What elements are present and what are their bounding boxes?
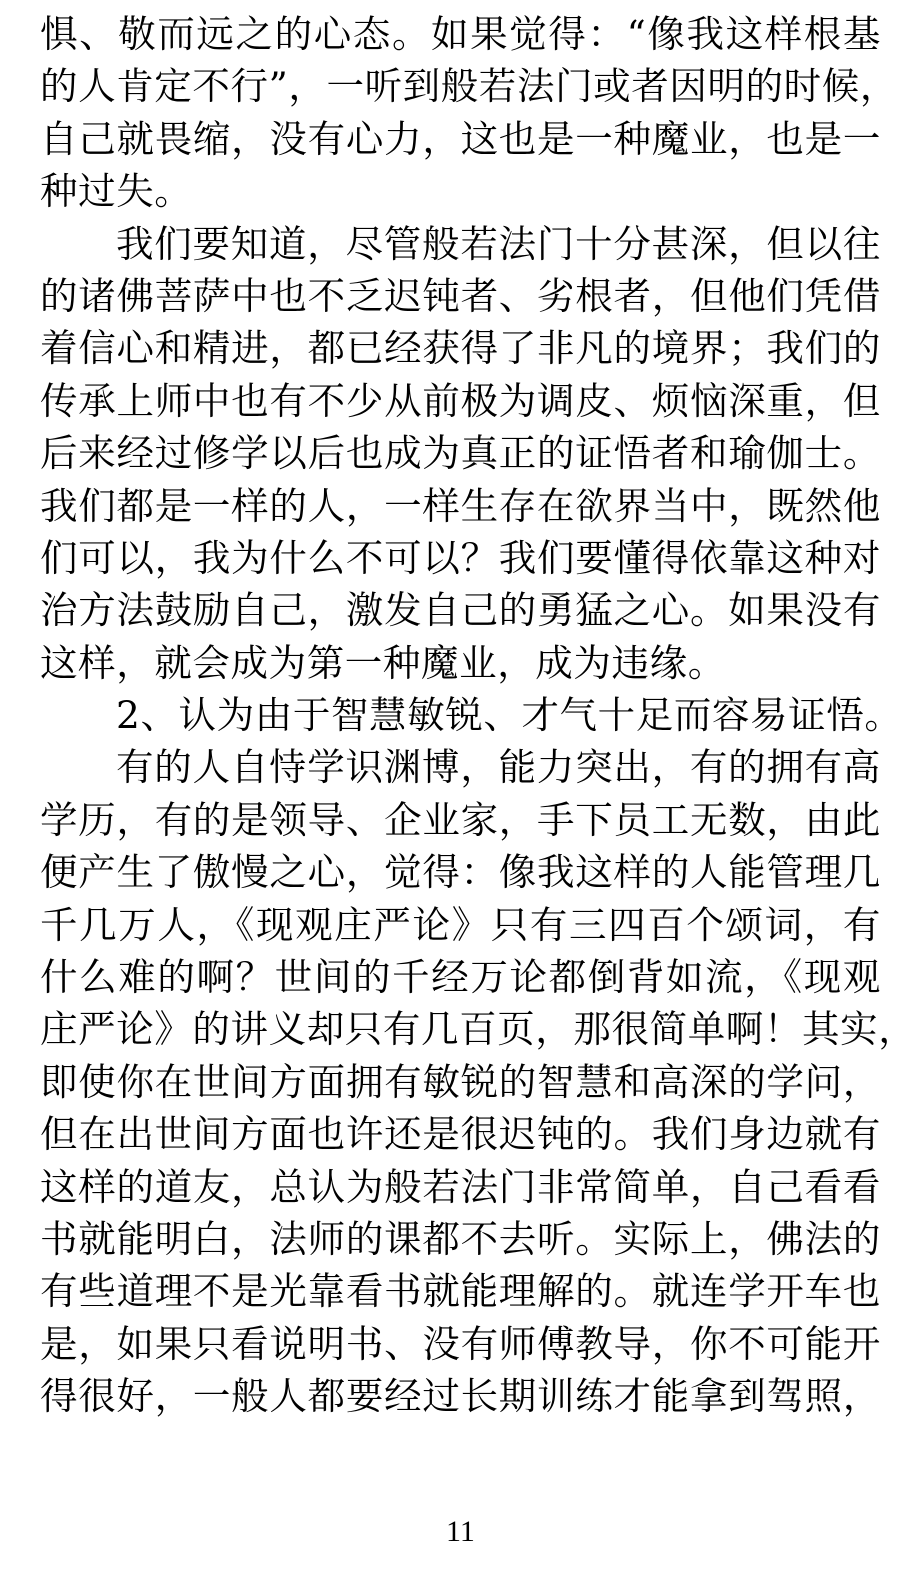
text-line: 我们都是一样的人，一样生存在欲界当中，既然他 bbox=[40, 483, 881, 528]
text-line: 种过失。 bbox=[40, 169, 193, 214]
text-line: 这样，就会成为第一种魔业，成为违缘。 bbox=[40, 640, 726, 685]
text-line: 我们要知道，尽管般若法门十分甚深，但以往 bbox=[116, 221, 881, 266]
paragraph-4 bbox=[40, 741, 917, 1422]
text-line: 是，如果只看说明书、没有师傅教导，你不可能开 bbox=[40, 1321, 881, 1366]
text-line: 什么难的啊？世间的千经万论都倒背如流，《现观 bbox=[40, 955, 881, 1000]
text-line: 们可以，我为什么不可以？我们要懂得依靠这种对 bbox=[40, 535, 881, 580]
text-line: 这样的道友，总认为般若法门非常简单，自己看看 bbox=[40, 1164, 881, 1209]
text-line: 惧、敬而远之的心态。如果觉得：“像我这样根基 bbox=[40, 12, 881, 56]
section-heading bbox=[40, 689, 903, 741]
text-line: 学历，有的是领导、企业家，手下员工无数，由此 bbox=[40, 797, 881, 842]
text-line: 书就能明白，法师的课都不去听。实际上，佛法的 bbox=[40, 1216, 881, 1261]
page-body bbox=[40, 8, 917, 1423]
text-line: 的人肯定不行”，一听到般若法门或者因明的时候， bbox=[40, 64, 898, 109]
text-line: 即使你在世间方面拥有敏锐的智慧和高深的学问， bbox=[40, 1059, 881, 1104]
text-line: 千几万人，《现观庄严论》只有三四百个颂词，有 bbox=[40, 902, 881, 947]
text-line: 着信心和精进，都已经获得了非凡的境界；我们的 bbox=[40, 326, 881, 371]
text-line: 后来经过修学以后也成为真正的证悟者和瑜伽士。 bbox=[40, 431, 881, 476]
text-line: 2、认为由于智慧敏锐、才气十足而容易证悟。 bbox=[116, 693, 903, 738]
page-number: 11 bbox=[446, 1515, 475, 1548]
paragraph-2 bbox=[40, 218, 881, 690]
text-line: 但在出世间方面也许还是很迟钝的。我们身边就有 bbox=[40, 1112, 881, 1157]
text-line: 的诸佛菩萨中也不乏迟钝者、劣根者，但他们凭借 bbox=[40, 273, 881, 318]
text-line: 有的人自恃学识渊博，能力突出，有的拥有高 bbox=[116, 745, 881, 790]
text-line: 自己就畏缩，没有心力，这也是一种魔业，也是一 bbox=[40, 116, 881, 161]
text-line: 有些道理不是光靠看书就能理解的。就连学开车也 bbox=[40, 1269, 881, 1314]
text-line: 传承上师中也有不少从前极为调皮、烦恼深重，但 bbox=[40, 378, 881, 423]
text-line: 庄严论》的讲义却只有几百页，那很简单啊！其实， bbox=[40, 1007, 917, 1052]
text-line: 治方法鼓励自己，激发自己的勇猛之心。如果没有 bbox=[40, 588, 881, 633]
text-line: 得很好，一般人都要经过长期训练才能拿到驾照， bbox=[40, 1374, 881, 1419]
paragraph-1 bbox=[40, 8, 898, 218]
text-line: 便产生了傲慢之心，觉得：像我这样的人能管理几 bbox=[40, 850, 881, 895]
